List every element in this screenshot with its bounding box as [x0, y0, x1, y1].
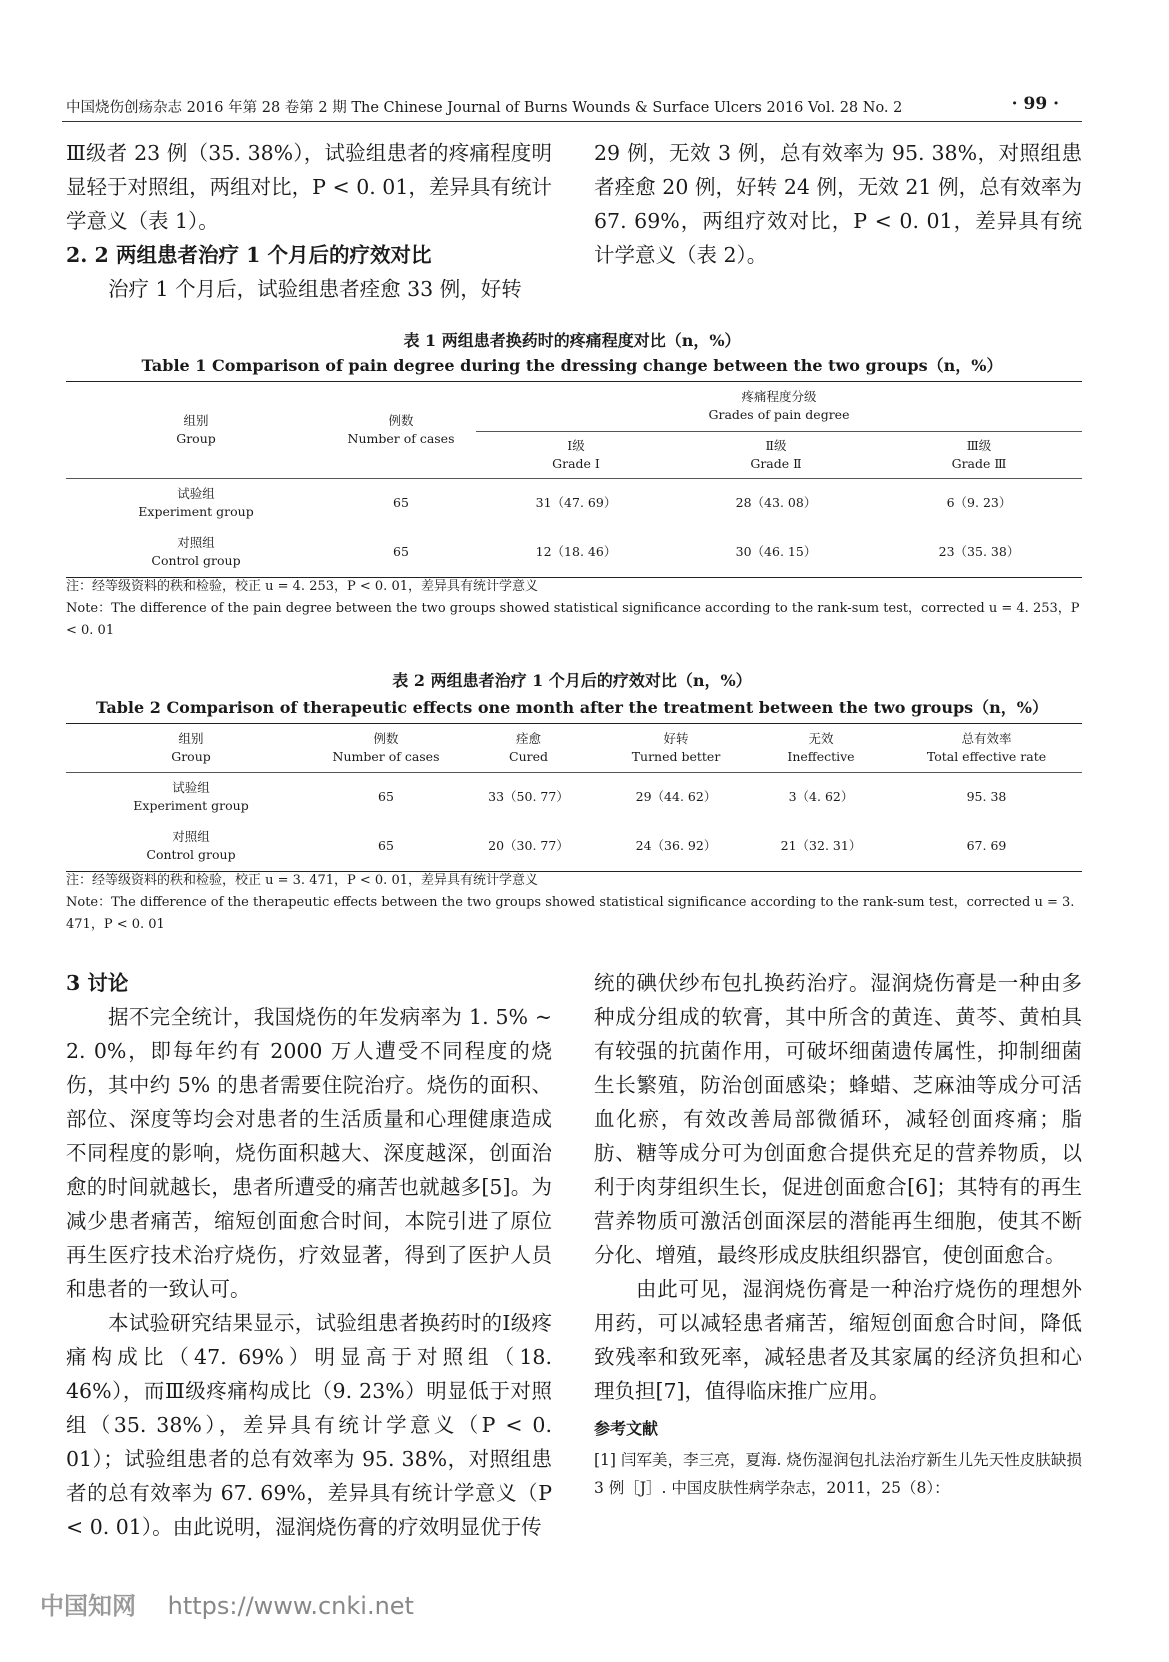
- header-en: Number of cases: [332, 749, 440, 764]
- paragraph: 统的碘伏纱布包扎换药治疗。湿润烧伤膏是一种由多种成分组成的软膏，其中所含的黄连、黄芩、黄柏具有较强的抗菌作用，可破坏细菌遗传属性，抑制细菌生长繁殖，防治创面感染；蜂蜡、芝麻油等成分可活血化瘀，有效改善局部微循环，减轻创面疼痛；脂肪、糖等成分可为创面愈合提供充足的营养物质，以利于肉芽组织生长，促进创面愈合[6]；其特有的再生营养物质可激活创面深层的潜能再生细胞，使其不断分化、增殖，最终形成皮肤组织器官，使创面愈合。: [594, 971, 1082, 1267]
- cell-ineffective: 3（4. 62）: [788, 789, 854, 804]
- col-header-ineffective: [751, 724, 891, 773]
- group-cn: 对照组: [177, 535, 215, 550]
- group-cn: 对照组: [172, 829, 210, 844]
- cell-grade3: 23（35. 38）: [938, 544, 1020, 559]
- note-en: Note：The difference of the therapeutic effects between the two groups showed statistical significance according to the rank-sum test，corrected u = 3. 471，P < 0. 01: [66, 895, 1075, 932]
- table-row: [66, 527, 1082, 578]
- cell-total: 67. 69: [966, 838, 1007, 853]
- paragraph: 治疗 1 个月后，试验组患者痊愈 33 例，好转: [108, 277, 522, 301]
- cell-cured: 33（50. 77）: [488, 789, 569, 804]
- header-en: Total effective rate: [926, 749, 1047, 764]
- header-en: Number of cases: [347, 431, 455, 446]
- cell-total: 95. 38: [966, 789, 1007, 804]
- header-en: Ineffective: [787, 749, 855, 764]
- header-cn: 好转: [663, 731, 689, 746]
- paragraph: 29 例，无效 3 例，总有效率为 95. 38%，对照组患者痊愈 20 例，好转 24 例，无效 21 例，总有效率为 67. 69%，两组疗效对比，P < 0. 01，差异具有统计学意义（表 2）。: [594, 141, 1082, 267]
- group-cn: 试验组: [177, 486, 215, 501]
- cell-better: 24（36. 92）: [635, 838, 717, 853]
- col-header-better: [601, 724, 751, 773]
- header-cn: Ⅰ级: [567, 437, 585, 453]
- section-heading: 2. 2 两组患者治疗 1 个月后的疗效对比: [66, 243, 432, 267]
- col-header-group: [66, 724, 316, 773]
- header-rule: [62, 121, 1082, 122]
- col-header-cured: [456, 724, 601, 773]
- table2-caption-en: Table 2 Comparison of therapeutic effects one month after the treatment between the two groups（n，%）: [95, 698, 1048, 717]
- cell-group: [66, 527, 326, 578]
- cell-cured: 20（30. 77）: [488, 838, 569, 853]
- reference-item: [1] 闫军美，李三亮，夏海. 烧伤湿润包扎法治疗新生儿先天性皮肤缺损 3 例［J］. 中国皮肤性病学杂志，2011，25（8）：: [594, 1451, 1082, 1497]
- page-number: · 99 ·: [1011, 94, 1059, 114]
- site-watermark: [40, 1586, 414, 1621]
- discussion-right-column: [594, 966, 1082, 1502]
- paragraph: Ⅲ级者 23 例（35. 38%），试验组患者的疼痛程度明显轻于对照组，两组对比，P < 0. 01，差异具有统计学意义（表 1）。: [66, 141, 552, 233]
- header-en: Grades of pain degree: [708, 407, 850, 423]
- col-header-grades: [476, 382, 1082, 432]
- header-cn: 无效: [808, 731, 834, 746]
- header-en: Group: [171, 749, 211, 764]
- col-header-grade2: [676, 431, 876, 479]
- cell-cases: 65: [378, 789, 394, 804]
- references-title: 参考文献: [594, 1419, 659, 1438]
- header-en: Grade Ⅲ: [951, 455, 1007, 471]
- table1-caption-en: Table 1 Comparison of pain degree during the dressing change between the two groups（n，%）: [141, 356, 1003, 375]
- cell-better: 29（44. 62）: [635, 789, 717, 804]
- watermark-url: https://www.cnki.net: [167, 1592, 414, 1620]
- top-left-column: [66, 136, 552, 306]
- running-header: 中国烧伤创疡杂志 2016 年第 28 卷第 2 期 The Chinese Journal of Burns Wounds & Surface Ulcers 2016 Vol. 28 No. 2: [66, 100, 903, 116]
- paragraph: 本试验研究结果显示，试验组患者换药时的Ⅰ级疼痛构成比（47. 69%）明显高于对照组（18. 46%），而Ⅲ级疼痛构成比（9. 23%）明显低于对照组（35. 38%），差异具有统计学意义（P < 0. 01）；试验组患者的总有效率为 95. 38%，对照组患者的总有效率为 67. 69%，差异具有统计学意义（P < 0. 01）。由此说明，湿润烧伤膏的疗效明显优于传: [66, 1311, 552, 1539]
- group-en: Control group: [151, 553, 241, 568]
- table-row: [66, 773, 1082, 822]
- cell-grade2: 30（46. 15）: [735, 544, 817, 559]
- col-header-cases: [326, 382, 476, 479]
- header-cn: 例数: [373, 731, 399, 746]
- header-cn: Ⅲ级: [966, 437, 992, 453]
- header-en: Grade Ⅱ: [750, 455, 802, 471]
- note-cn: 注：经等级资料的秩和检验，校正 u = 3. 471，P < 0. 01，差异具有统计学意义: [66, 873, 538, 888]
- table2-note: [66, 870, 1082, 936]
- header-cn: 痊愈: [515, 731, 541, 746]
- watermark-brand: 中国知网: [40, 1592, 136, 1620]
- group-cn: 试验组: [172, 780, 210, 795]
- header-en: Turned better: [631, 749, 721, 764]
- cell-group: [66, 773, 316, 822]
- cell-cases: 65: [378, 838, 394, 853]
- paragraph: 据不完全统计，我国烧伤的年发病率为 1. 5% ~ 2. 0%，即每年约有 2000 万人遭受不同程度的烧伤，其中约 5% 的患者需要住院治疗。烧伤的面积、部位、深度等均会对患者的生活质量和心理健康造成不同程度的影响，烧伤面积越大、深度越深，创面治愈的时间就越长，患者所遭受的痛苦也就越多[5]。为减少患者痛苦，缩短创面愈合时间，本院引进了原位再生医疗技术治疗烧伤，疗效显著，得到了医护人员和患者的一致认可。: [66, 1005, 552, 1301]
- header-cn: 组别: [183, 413, 209, 428]
- group-en: Experiment group: [133, 798, 249, 813]
- col-header-grade1: [476, 431, 676, 479]
- top-right-column: [594, 136, 1082, 272]
- table-row: [66, 821, 1082, 872]
- group-en: Control group: [146, 847, 236, 862]
- cell-grade3: 6（9. 23）: [946, 495, 1012, 510]
- table1: [66, 381, 1082, 578]
- header-cn: 疼痛程度分级: [741, 389, 817, 405]
- cell-group: [66, 821, 316, 872]
- col-header-grade3: [876, 431, 1082, 479]
- cell-group: [66, 479, 326, 528]
- paragraph: 由此可见，湿润烧伤膏是一种治疗烧伤的理想外用药，可以减轻患者痛苦，缩短创面愈合时间，降低致残率和致死率，减轻患者及其家属的经济负担和心理负担[7]，值得临床推广应用。: [594, 1277, 1082, 1403]
- note-en: Note：The difference of the pain degree between the two groups showed statistical significance according to the rank-sum test，corrected u = 4. 253，P < 0. 01: [66, 601, 1080, 638]
- section-heading: 3 讨论: [66, 971, 129, 995]
- discussion-left-column: [66, 966, 552, 1544]
- table2: [66, 723, 1082, 872]
- header-en: Grade Ⅰ: [552, 455, 600, 471]
- cell-grade1: 31（47. 69）: [535, 495, 617, 510]
- cell-grade2: 28（43. 08）: [735, 495, 817, 510]
- cell-ineffective: 21（32. 31）: [780, 838, 862, 853]
- table2-caption-cn: 表 2 两组患者治疗 1 个月后的疗效对比（n，%）: [392, 671, 752, 690]
- header-cn: Ⅱ级: [765, 437, 787, 453]
- col-header-group: [66, 382, 326, 479]
- col-header-cases: [316, 724, 456, 773]
- cell-cases: 65: [393, 544, 409, 559]
- header-en: Cured: [509, 749, 548, 764]
- header-en: Group: [176, 431, 216, 446]
- table1-caption-cn: 表 1 两组患者换药时的疼痛程度对比（n，%）: [403, 331, 741, 350]
- cell-cases: 65: [393, 495, 409, 510]
- note-cn: 注：经等级资料的秩和检验，校正 u = 4. 253，P < 0. 01，差异具有统计学意义: [66, 579, 538, 594]
- col-header-total: [891, 724, 1082, 773]
- table1-note: [66, 576, 1082, 642]
- group-en: Experiment group: [138, 504, 254, 519]
- header-cn: 组别: [178, 731, 204, 746]
- table-row: [66, 479, 1082, 528]
- header-cn: 总有效率: [961, 731, 1012, 746]
- header-cn: 例数: [388, 413, 414, 428]
- cell-grade1: 12（18. 46）: [535, 544, 617, 559]
